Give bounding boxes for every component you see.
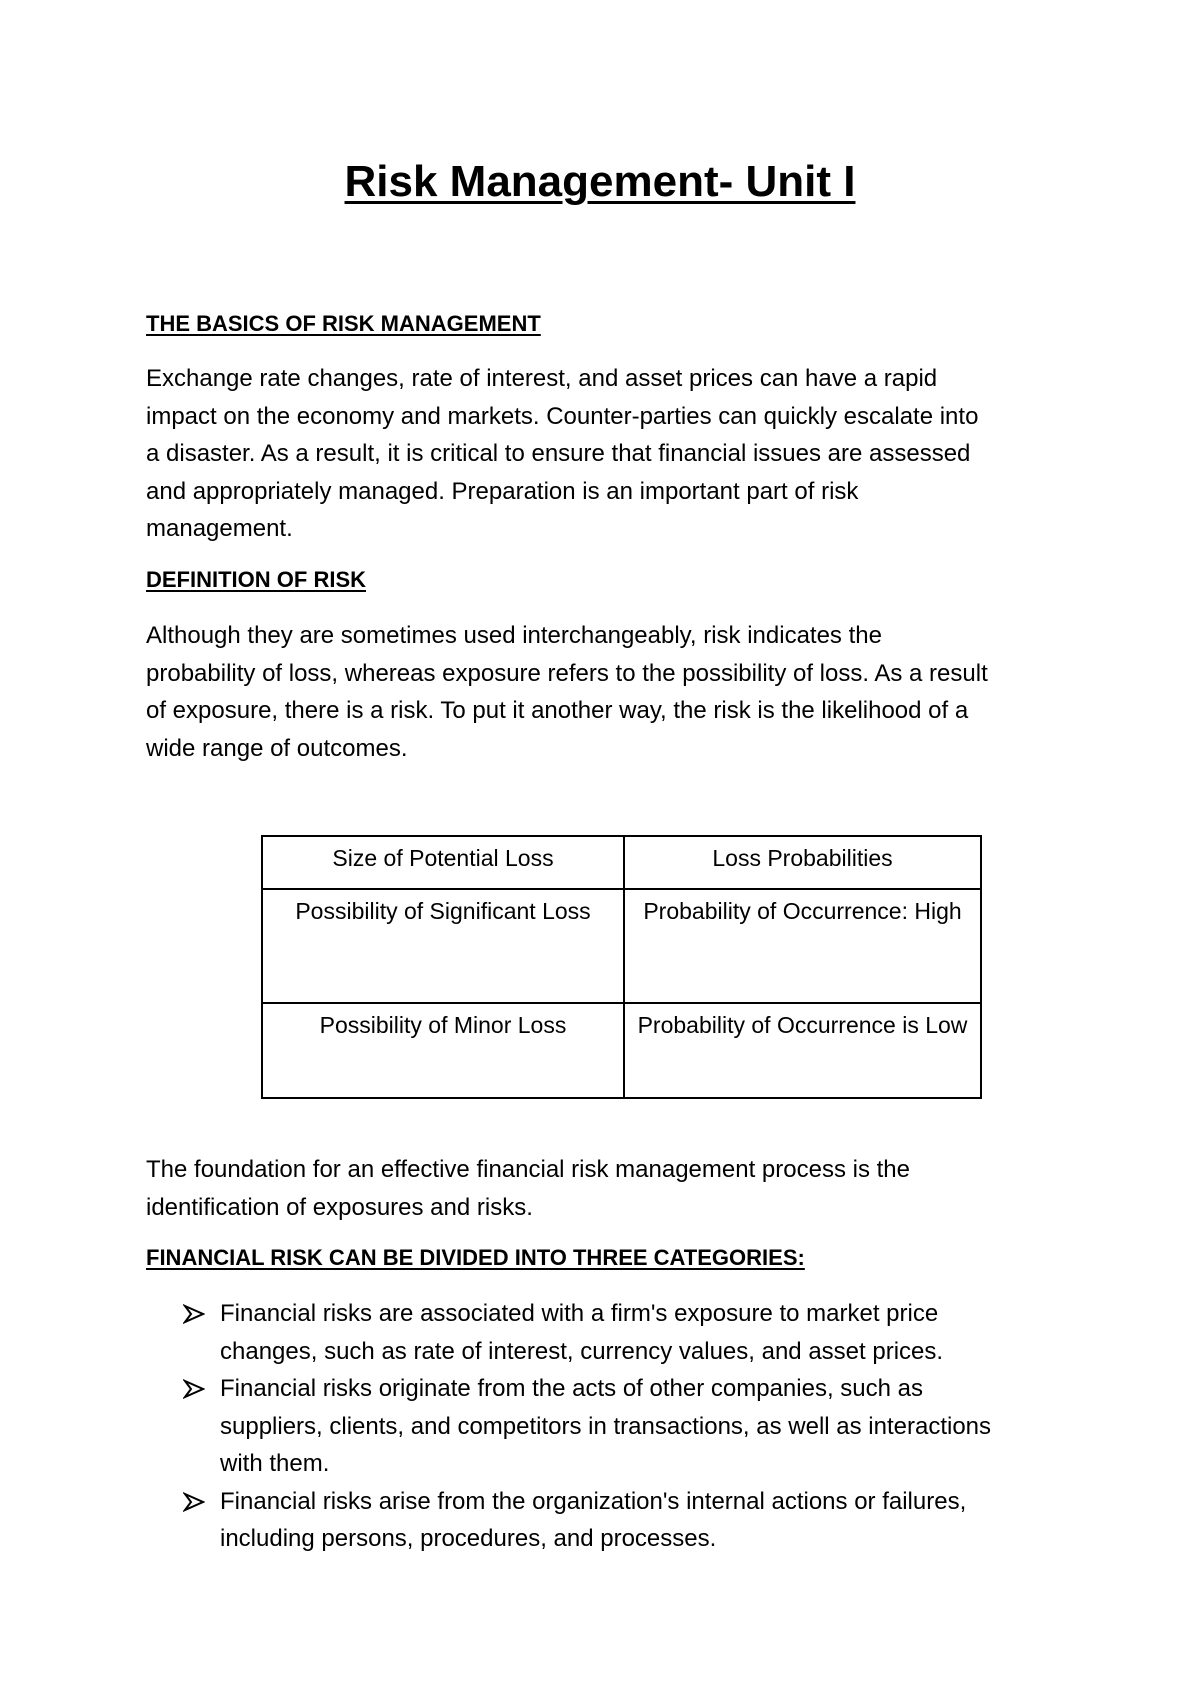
table-header-cell: Size of Potential Loss [262, 836, 624, 889]
paragraph-line: management. [146, 515, 293, 542]
table-header-row [262, 836, 981, 889]
table-cell: Possibility of Significant Loss [262, 889, 624, 1003]
paragraph-line: The foundation for an effective financial risk management process is the [146, 1156, 910, 1183]
table-row [262, 889, 981, 1003]
list-item-line: including persons, procedures, and processes. [220, 1525, 717, 1552]
list-item-line: suppliers, clients, and competitors in transactions, as well as interactions [220, 1412, 992, 1440]
list-item-line: changes, such as rate of interest, currency values, and asset prices. [220, 1337, 944, 1365]
list-item-line: Financial risks are associated with a firm's exposure to market price [220, 1300, 939, 1327]
table-cell: Probability of Occurrence is Low [624, 1003, 981, 1098]
paragraph-line: impact on the economy and markets. Counter-parties can quickly escalate into [146, 402, 979, 430]
table-cell: Possibility of Minor Loss [262, 1003, 624, 1098]
paragraph-line: identification of exposures and risks. [146, 1193, 533, 1221]
risk-table [261, 835, 982, 1099]
paragraph-line: and appropriately managed. Preparation is an important part of risk [146, 477, 859, 505]
paragraph-line: of exposure, there is a risk. To put it another way, the risk is the likelihood of a [146, 697, 969, 724]
list-item [183, 1370, 1083, 1483]
list-item [183, 1483, 1083, 1558]
arrowhead-bullet-icon [183, 1379, 205, 1399]
list-item-line: Financial risks arise from the organization's internal actions or failures, [220, 1487, 967, 1515]
section-heading-basics: THE BASICS OF RISK MANAGEMENT [146, 311, 541, 336]
table-row [262, 1003, 981, 1098]
page-title: Risk Management- Unit I [344, 157, 856, 206]
paragraph-line: Exchange rate changes, rate of interest, and asset prices can have a rapid [146, 365, 938, 392]
paragraph-line: probability of loss, whereas exposure refers to the possibility of loss. As a result [146, 659, 988, 687]
paragraph-line: wide range of outcomes. [146, 734, 408, 762]
arrowhead-bullet-icon [183, 1492, 205, 1512]
paragraph-line: a disaster. As a result, it is critical to ensure that financial issues are assessed [146, 440, 971, 467]
list-item-line: Financial risks originate from the acts of other companies, such as [220, 1375, 923, 1402]
basics-paragraph [146, 360, 1066, 548]
section-heading-categories: FINANCIAL RISK CAN BE DIVIDED INTO THREE CATEGORIES: [146, 1245, 805, 1270]
list-item [183, 1295, 1083, 1370]
paragraph-line: Although they are sometimes used interchangeably, risk indicates the [146, 622, 882, 649]
definition-paragraph [146, 617, 1066, 767]
table-header-cell: Loss Probabilities [624, 836, 981, 889]
table-cell: Probability of Occurrence: High [624, 889, 981, 1003]
foundation-paragraph [146, 1151, 1066, 1226]
arrowhead-bullet-icon [183, 1304, 205, 1324]
categories-list [183, 1295, 1083, 1558]
section-heading-definition: DEFINITION OF RISK [146, 567, 366, 592]
list-item-line: with them. [220, 1450, 330, 1477]
